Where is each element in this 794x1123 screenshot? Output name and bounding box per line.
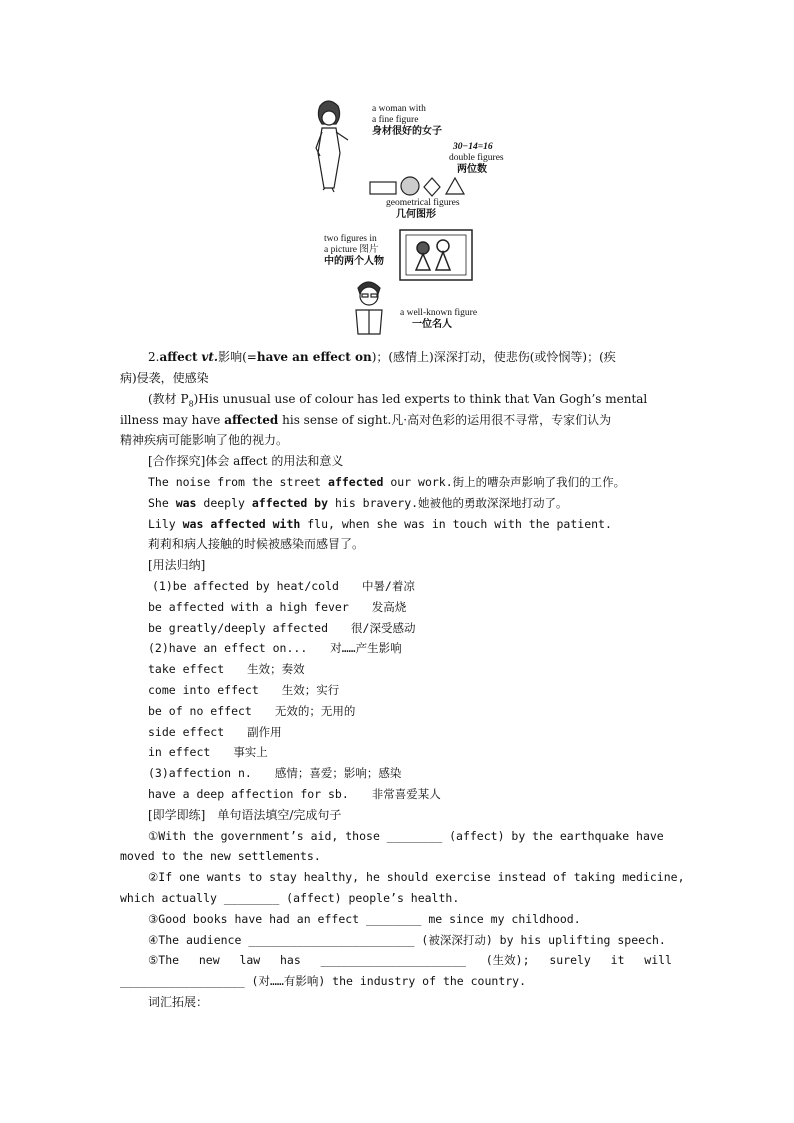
practice-q2: ②If one wants to stay healthy, he should exercise instead of taking medicine, bbox=[148, 870, 685, 884]
explore-sentence-2: She was deeply affected by his bravery.她被他的勇敢深深地打动了。 bbox=[148, 496, 568, 510]
practice-q2-cont: which actually ________ (affect) people’s health. bbox=[120, 891, 460, 905]
usage-item: (2)have an effect on... 对……产生影响 bbox=[148, 641, 402, 655]
label-geometric: geometrical figures 几何图形 bbox=[386, 198, 460, 220]
usage-item: have a deep affection for sb. 非常喜爱某人 bbox=[148, 787, 441, 801]
label-woman: a woman with a fine figure 身材很好的女子 bbox=[372, 104, 442, 137]
figure-illustration bbox=[310, 98, 510, 340]
usage-item: side effect 副作用 bbox=[148, 725, 282, 739]
man-drawing bbox=[356, 282, 382, 334]
usage-item: in effect 事实上 bbox=[148, 745, 268, 759]
practice-q5: ⑤The new law has _____________________ (生效); surely it will bbox=[148, 953, 672, 967]
practice-q3: ③Good books have had an effect ________ me since my childhood. bbox=[148, 912, 581, 926]
woman-drawing bbox=[316, 101, 348, 192]
usage-item: (3)affection n. 感情；喜爱；影响；感染 bbox=[148, 766, 402, 780]
usage-item: take effect 生效；奏效 bbox=[148, 662, 305, 676]
practice-q1: ①With the government’s aid, those ________ (affect) by the earthquake have bbox=[148, 829, 664, 843]
explore-heading: [合作探究]体会 affect 的用法和意义 bbox=[148, 454, 344, 468]
usage-item: be affected with a high fever 发高烧 bbox=[148, 600, 407, 614]
explore-sentence-1: The noise from the street affected our work.街上的嘈杂声影响了我们的工作。 bbox=[148, 475, 626, 489]
practice-heading: [即学即练] 单句语法填空/完成句子 bbox=[148, 808, 342, 822]
entry-word: affect bbox=[159, 350, 198, 364]
textbook-example: (教材 $P_8)His$ unusual use of colour has led experts to think that Van Gogh’s mental bbox=[148, 392, 648, 409]
usage-item: be greatly/deeply affected 很/深受感动 bbox=[148, 621, 416, 635]
usage-item: come into effect 生效；实行 bbox=[148, 683, 340, 697]
explore-sentence-3-cn: 莉莉和病人接触的时候被感染而感冒了。 bbox=[148, 537, 365, 551]
picture-frame-drawing bbox=[400, 230, 472, 280]
textbook-example-line3: 精神疾病可能影响了他的视力。 bbox=[120, 433, 289, 447]
textbook-example-line2: illness may have affected his sense of sight.凡·高对色彩的运用很不寻常，专家们认为 bbox=[120, 413, 612, 427]
label-well-known: a well-known figure 一位名人 bbox=[400, 308, 478, 330]
entry-definition-cont: 病)侵袭，使感染 bbox=[120, 371, 209, 385]
entry-definition: 2.affect vt.影响(=have an effect on)；(感情上)深深打动，使悲伤(或怜悯等)；(疾 bbox=[148, 350, 616, 364]
practice-q4: ④The audience ________________________ (被深深打动) by his uplifting speech. bbox=[148, 933, 666, 947]
vocab-heading: 词汇拓展： bbox=[148, 995, 209, 1009]
geometric-shapes bbox=[370, 177, 464, 196]
usage-heading: [用法归纳] bbox=[148, 558, 206, 572]
practice-q5-cont: __________________ (对……有影响) the industry of the country. bbox=[120, 974, 527, 988]
usage-item: be of no effect 无效的；无用的 bbox=[148, 704, 356, 718]
label-two-figures: two figures in a picture 图片 中的两个人物 bbox=[324, 234, 384, 267]
usage-item: (1)be affected by heat/cold 中暑/着凉 bbox=[152, 579, 415, 593]
practice-q1-cont: moved to the new settlements. bbox=[120, 849, 321, 863]
label-double: 30−14=16 double figures 两位数 bbox=[449, 142, 504, 175]
explore-sentence-3: Lily was affected with flu, when she was in touch with the patient. bbox=[148, 517, 612, 531]
